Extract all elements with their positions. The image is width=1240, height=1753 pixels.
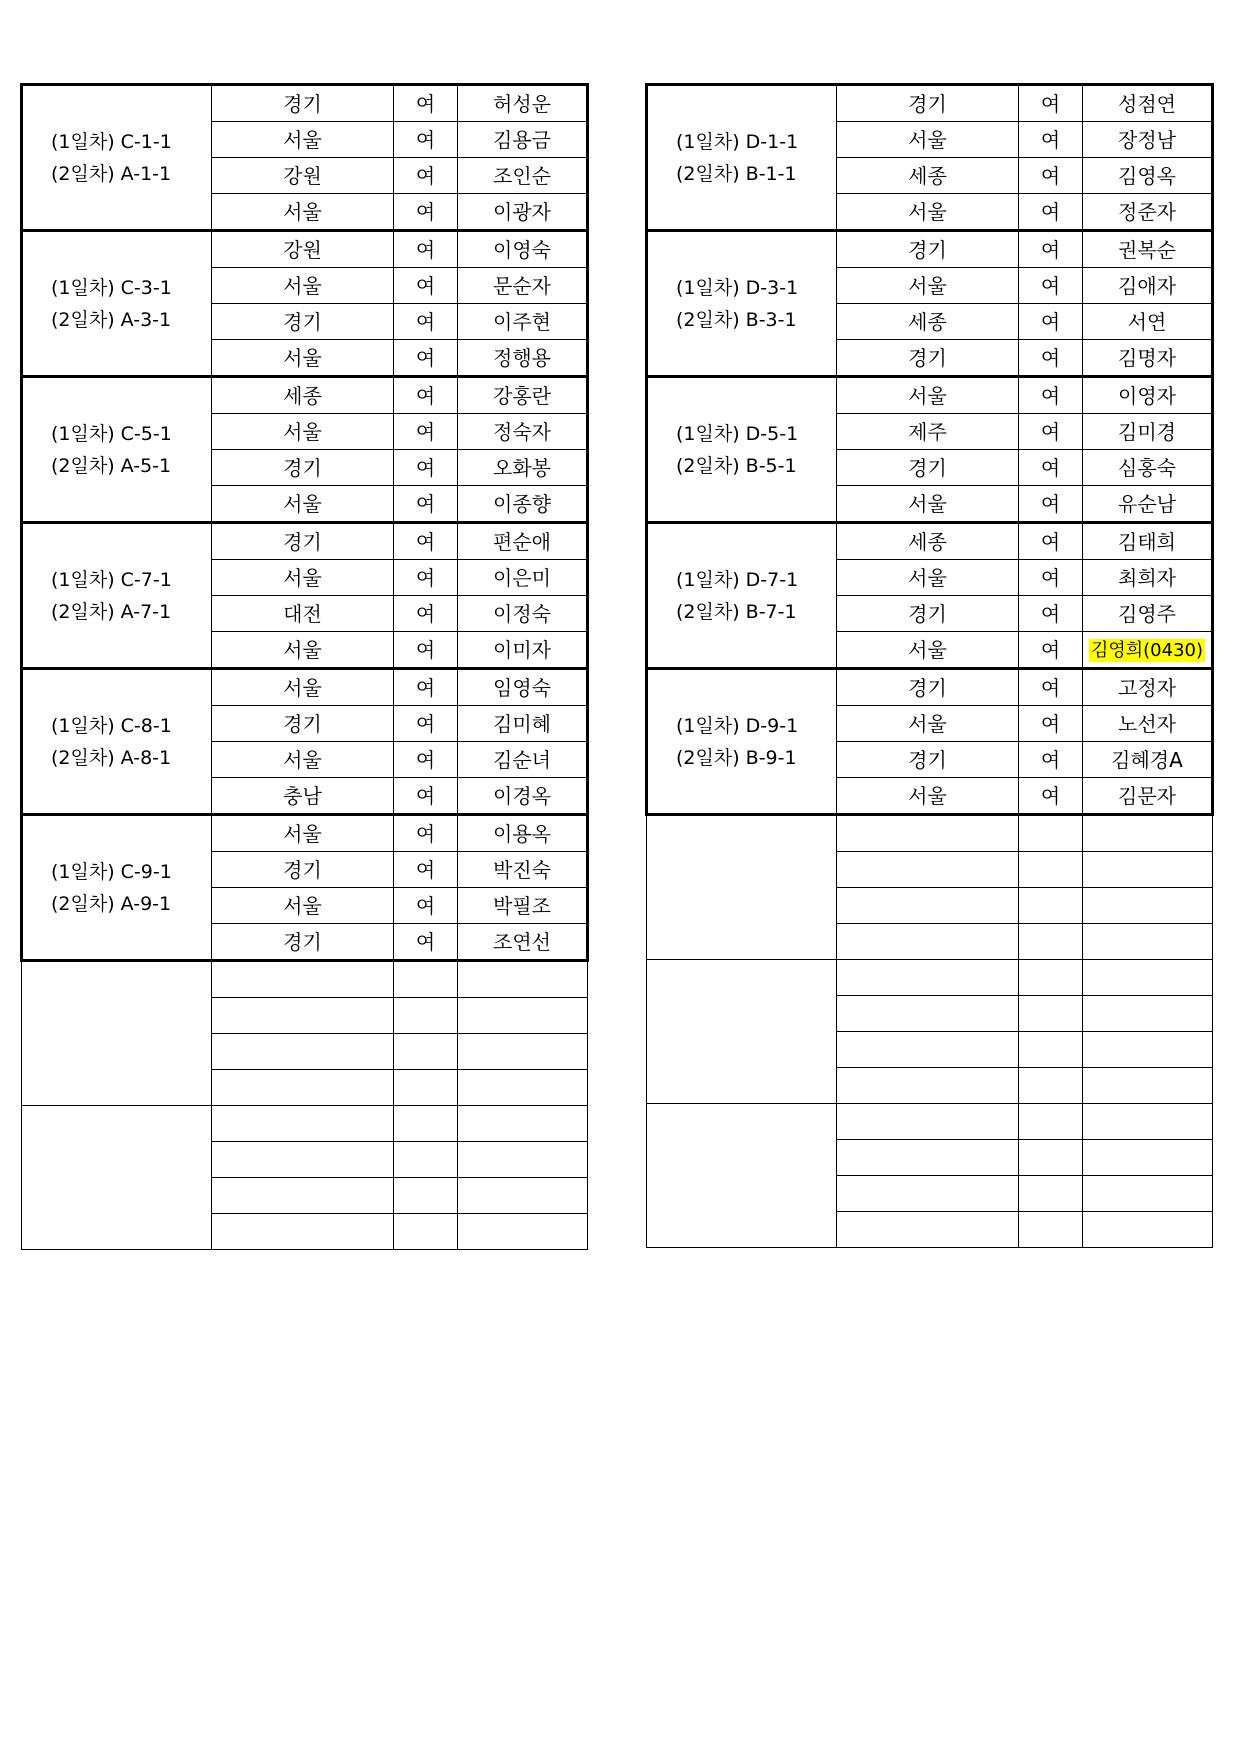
gender-cell	[394, 961, 458, 998]
name-cell: 김애자	[1083, 268, 1213, 304]
region-cell	[212, 1214, 394, 1250]
region-cell: 서울	[837, 194, 1019, 231]
gender-cell	[394, 1142, 458, 1178]
name-cell: 편순애	[458, 523, 588, 560]
day2-assignment: (2일차) A-3-1	[51, 308, 172, 331]
group-label	[22, 523, 212, 669]
region-cell: 서울	[212, 268, 394, 304]
name-cell	[1083, 960, 1213, 996]
region-cell: 충남	[212, 778, 394, 815]
table-row	[647, 960, 1213, 996]
region-cell	[837, 924, 1019, 960]
name-cell: 이광자	[458, 194, 588, 231]
name-cell: 박진숙	[458, 852, 588, 888]
name-cell: 김영주	[1083, 596, 1213, 632]
name-cell: 김용금	[458, 122, 588, 158]
region-cell	[837, 1104, 1019, 1140]
gender-cell: 여	[394, 706, 458, 742]
name-cell	[458, 998, 588, 1034]
table-row	[22, 815, 588, 852]
name-cell: 김미혜	[458, 706, 588, 742]
region-cell: 경기	[212, 304, 394, 340]
region-cell: 경기	[212, 450, 394, 486]
name-cell: 허성운	[458, 85, 588, 122]
table-row	[647, 377, 1213, 414]
gender-cell	[1019, 888, 1083, 924]
gender-cell: 여	[394, 304, 458, 340]
region-cell	[212, 1142, 394, 1178]
gender-cell: 여	[1019, 778, 1083, 815]
region-cell	[212, 1178, 394, 1214]
name-cell	[1083, 1104, 1213, 1140]
table-row	[647, 85, 1213, 122]
table-row	[647, 1104, 1213, 1140]
gender-cell: 여	[394, 596, 458, 632]
table-row	[22, 1106, 588, 1142]
region-cell	[212, 961, 394, 998]
group-label	[647, 231, 837, 377]
gender-cell	[1019, 1176, 1083, 1212]
region-cell: 서울	[837, 122, 1019, 158]
region-cell: 서울	[212, 632, 394, 669]
region-cell	[837, 1068, 1019, 1104]
group-label	[22, 377, 212, 523]
right-assignment-table	[645, 83, 1211, 1248]
group-label	[647, 669, 837, 815]
gender-cell: 여	[394, 486, 458, 523]
day2-assignment: (2일차) A-5-1	[51, 454, 172, 477]
name-cell: 정숙자	[458, 414, 588, 450]
region-cell: 서울	[212, 669, 394, 706]
region-cell: 서울	[837, 706, 1019, 742]
region-cell: 서울	[212, 194, 394, 231]
day1-assignment: (1일차) C-8-1	[51, 714, 172, 737]
gender-cell: 여	[394, 852, 458, 888]
region-cell: 세종	[837, 304, 1019, 340]
name-cell: 최희자	[1083, 560, 1213, 596]
name-cell	[1083, 888, 1213, 924]
gender-cell: 여	[394, 340, 458, 377]
group-label	[22, 231, 212, 377]
gender-cell: 여	[1019, 596, 1083, 632]
gender-cell: 여	[1019, 523, 1083, 560]
gender-cell	[1019, 960, 1083, 996]
name-cell: 유순남	[1083, 486, 1213, 523]
name-cell	[1083, 632, 1213, 669]
group-label	[22, 669, 212, 815]
gender-cell: 여	[1019, 340, 1083, 377]
group-label	[647, 523, 837, 669]
day2-assignment: (2일차) A-9-1	[51, 892, 172, 915]
name-cell: 심홍숙	[1083, 450, 1213, 486]
gender-cell: 여	[394, 377, 458, 414]
gender-cell: 여	[1019, 742, 1083, 778]
region-cell	[212, 998, 394, 1034]
day2-assignment: (2일차) B-1-1	[676, 162, 797, 185]
gender-cell: 여	[1019, 560, 1083, 596]
table-row	[22, 377, 588, 414]
name-cell: 이은미	[458, 560, 588, 596]
gender-cell	[394, 1034, 458, 1070]
gender-cell: 여	[1019, 304, 1083, 340]
name-cell: 노선자	[1083, 706, 1213, 742]
table-row	[22, 85, 588, 122]
gender-cell: 여	[394, 268, 458, 304]
highlighted-name: 김영희(0430)	[1090, 639, 1204, 661]
name-cell: 김문자	[1083, 778, 1213, 815]
name-cell: 이주현	[458, 304, 588, 340]
region-cell: 서울	[212, 340, 394, 377]
gender-cell: 여	[1019, 486, 1083, 523]
region-cell: 세종	[212, 377, 394, 414]
day1-assignment: (1일차) C-3-1	[51, 276, 172, 299]
group-label	[22, 85, 212, 231]
name-cell	[1083, 815, 1213, 852]
gender-cell	[1019, 1068, 1083, 1104]
name-cell: 서연	[1083, 304, 1213, 340]
day1-assignment: (1일차) D-3-1	[676, 276, 799, 299]
gender-cell	[1019, 996, 1083, 1032]
name-cell: 이영숙	[458, 231, 588, 268]
name-cell: 조연선	[458, 924, 588, 961]
name-cell: 성점연	[1083, 85, 1213, 122]
region-cell: 경기	[212, 523, 394, 560]
gender-cell: 여	[1019, 194, 1083, 231]
gender-cell	[394, 998, 458, 1034]
name-cell: 김혜경A	[1083, 742, 1213, 778]
region-cell: 경기	[837, 85, 1019, 122]
region-cell	[212, 1106, 394, 1142]
left-assignment-table	[20, 83, 586, 1250]
name-cell	[1083, 996, 1213, 1032]
gender-cell	[394, 1214, 458, 1250]
day1-assignment: (1일차) C-9-1	[51, 860, 172, 883]
group-label	[22, 961, 212, 1106]
gender-cell	[1019, 852, 1083, 888]
name-cell: 권복순	[1083, 231, 1213, 268]
name-cell	[1083, 1032, 1213, 1068]
name-cell	[1083, 852, 1213, 888]
region-cell: 서울	[837, 778, 1019, 815]
region-cell: 서울	[212, 122, 394, 158]
table-row	[22, 231, 588, 268]
table-row	[647, 815, 1213, 852]
name-cell	[458, 1142, 588, 1178]
region-cell: 경기	[837, 742, 1019, 778]
table-row	[647, 669, 1213, 706]
name-cell: 고정자	[1083, 669, 1213, 706]
gender-cell	[1019, 815, 1083, 852]
region-cell	[837, 960, 1019, 996]
region-cell: 경기	[837, 669, 1019, 706]
name-cell: 이용옥	[458, 815, 588, 852]
name-cell: 정준자	[1083, 194, 1213, 231]
region-cell: 서울	[212, 486, 394, 523]
region-cell: 서울	[837, 486, 1019, 523]
region-cell	[837, 1140, 1019, 1176]
name-cell: 강홍란	[458, 377, 588, 414]
table-row	[22, 669, 588, 706]
group-label	[22, 1106, 212, 1250]
day1-assignment: (1일차) D-7-1	[676, 568, 799, 591]
region-cell: 경기	[837, 340, 1019, 377]
name-cell	[458, 1070, 588, 1106]
name-cell: 장정남	[1083, 122, 1213, 158]
table-row	[22, 961, 588, 998]
region-cell: 서울	[837, 632, 1019, 669]
name-cell	[1083, 1212, 1213, 1248]
region-cell: 서울	[212, 888, 394, 924]
day2-assignment: (2일차) A-7-1	[51, 600, 172, 623]
region-cell: 경기	[212, 852, 394, 888]
gender-cell: 여	[394, 194, 458, 231]
name-cell: 김태희	[1083, 523, 1213, 560]
region-cell: 서울	[212, 742, 394, 778]
gender-cell	[1019, 1104, 1083, 1140]
region-cell: 강원	[212, 158, 394, 194]
region-cell: 서울	[212, 414, 394, 450]
gender-cell: 여	[1019, 450, 1083, 486]
region-cell: 경기	[212, 924, 394, 961]
region-cell	[837, 815, 1019, 852]
region-cell	[837, 996, 1019, 1032]
gender-cell	[394, 1178, 458, 1214]
name-cell: 오화봉	[458, 450, 588, 486]
name-cell: 박필조	[458, 888, 588, 924]
gender-cell: 여	[1019, 632, 1083, 669]
table-row	[22, 523, 588, 560]
day1-assignment: (1일차) C-7-1	[51, 568, 172, 591]
name-cell: 문순자	[458, 268, 588, 304]
gender-cell: 여	[394, 815, 458, 852]
name-cell: 김영옥	[1083, 158, 1213, 194]
name-cell	[458, 1214, 588, 1250]
group-label	[22, 815, 212, 961]
name-cell: 김명자	[1083, 340, 1213, 377]
region-cell: 경기	[837, 231, 1019, 268]
region-cell	[837, 888, 1019, 924]
gender-cell: 여	[1019, 158, 1083, 194]
name-cell	[1083, 1176, 1213, 1212]
region-cell: 경기	[837, 596, 1019, 632]
gender-cell: 여	[1019, 231, 1083, 268]
region-cell	[212, 1070, 394, 1106]
day2-assignment: (2일차) B-9-1	[676, 746, 797, 769]
name-cell: 이미자	[458, 632, 588, 669]
gender-cell: 여	[394, 450, 458, 486]
day2-assignment: (2일차) B-7-1	[676, 600, 797, 623]
gender-cell	[1019, 1212, 1083, 1248]
day1-assignment: (1일차) D-9-1	[676, 714, 799, 737]
gender-cell: 여	[394, 742, 458, 778]
name-cell: 이경옥	[458, 778, 588, 815]
gender-cell: 여	[394, 414, 458, 450]
gender-cell: 여	[1019, 122, 1083, 158]
region-cell: 서울	[837, 560, 1019, 596]
gender-cell: 여	[1019, 268, 1083, 304]
day2-assignment: (2일차) A-1-1	[51, 162, 172, 185]
table-row	[647, 231, 1213, 268]
day2-assignment: (2일차) B-3-1	[676, 308, 797, 331]
gender-cell: 여	[394, 158, 458, 194]
name-cell: 조인순	[458, 158, 588, 194]
region-cell	[837, 1176, 1019, 1212]
day1-assignment: (1일차) D-5-1	[676, 422, 799, 445]
table-row	[647, 523, 1213, 560]
gender-cell: 여	[394, 122, 458, 158]
gender-cell: 여	[394, 778, 458, 815]
region-cell: 서울	[837, 268, 1019, 304]
region-cell: 강원	[212, 231, 394, 268]
name-cell	[1083, 924, 1213, 960]
region-cell: 서울	[837, 377, 1019, 414]
gender-cell	[1019, 1140, 1083, 1176]
day1-assignment: (1일차) C-5-1	[51, 422, 172, 445]
name-cell	[458, 1178, 588, 1214]
gender-cell: 여	[394, 560, 458, 596]
gender-cell: 여	[394, 669, 458, 706]
gender-cell: 여	[394, 888, 458, 924]
region-cell: 세종	[837, 523, 1019, 560]
region-cell: 서울	[212, 560, 394, 596]
gender-cell: 여	[394, 85, 458, 122]
gender-cell: 여	[394, 523, 458, 560]
name-cell: 이영자	[1083, 377, 1213, 414]
region-cell: 서울	[212, 815, 394, 852]
name-cell: 이종향	[458, 486, 588, 523]
group-label	[647, 377, 837, 523]
group-label	[647, 85, 837, 231]
name-cell: 이정숙	[458, 596, 588, 632]
gender-cell	[394, 1106, 458, 1142]
region-cell	[837, 852, 1019, 888]
gender-cell: 여	[1019, 706, 1083, 742]
day2-assignment: (2일차) B-5-1	[676, 454, 797, 477]
region-cell: 경기	[837, 450, 1019, 486]
day1-assignment: (1일차) C-1-1	[51, 130, 172, 153]
region-cell	[212, 1034, 394, 1070]
group-label	[647, 1104, 837, 1248]
region-cell: 대전	[212, 596, 394, 632]
gender-cell	[1019, 924, 1083, 960]
name-cell	[1083, 1068, 1213, 1104]
gender-cell: 여	[1019, 414, 1083, 450]
gender-cell: 여	[1019, 85, 1083, 122]
name-cell: 김순녀	[458, 742, 588, 778]
name-cell: 김미경	[1083, 414, 1213, 450]
region-cell: 경기	[212, 85, 394, 122]
region-cell: 제주	[837, 414, 1019, 450]
day2-assignment: (2일차) A-8-1	[51, 746, 172, 769]
region-cell	[837, 1032, 1019, 1068]
region-cell: 세종	[837, 158, 1019, 194]
gender-cell	[394, 1070, 458, 1106]
group-label	[647, 815, 837, 960]
name-cell	[458, 961, 588, 998]
gender-cell	[1019, 1032, 1083, 1068]
gender-cell: 여	[1019, 377, 1083, 414]
gender-cell: 여	[394, 231, 458, 268]
day1-assignment: (1일차) D-1-1	[676, 130, 799, 153]
name-cell	[1083, 1140, 1213, 1176]
region-cell	[837, 1212, 1019, 1248]
region-cell: 경기	[212, 706, 394, 742]
gender-cell: 여	[394, 924, 458, 961]
group-label	[647, 960, 837, 1104]
name-cell: 임영숙	[458, 669, 588, 706]
gender-cell: 여	[394, 632, 458, 669]
name-cell	[458, 1106, 588, 1142]
name-cell: 정행용	[458, 340, 588, 377]
name-cell	[458, 1034, 588, 1070]
gender-cell: 여	[1019, 669, 1083, 706]
